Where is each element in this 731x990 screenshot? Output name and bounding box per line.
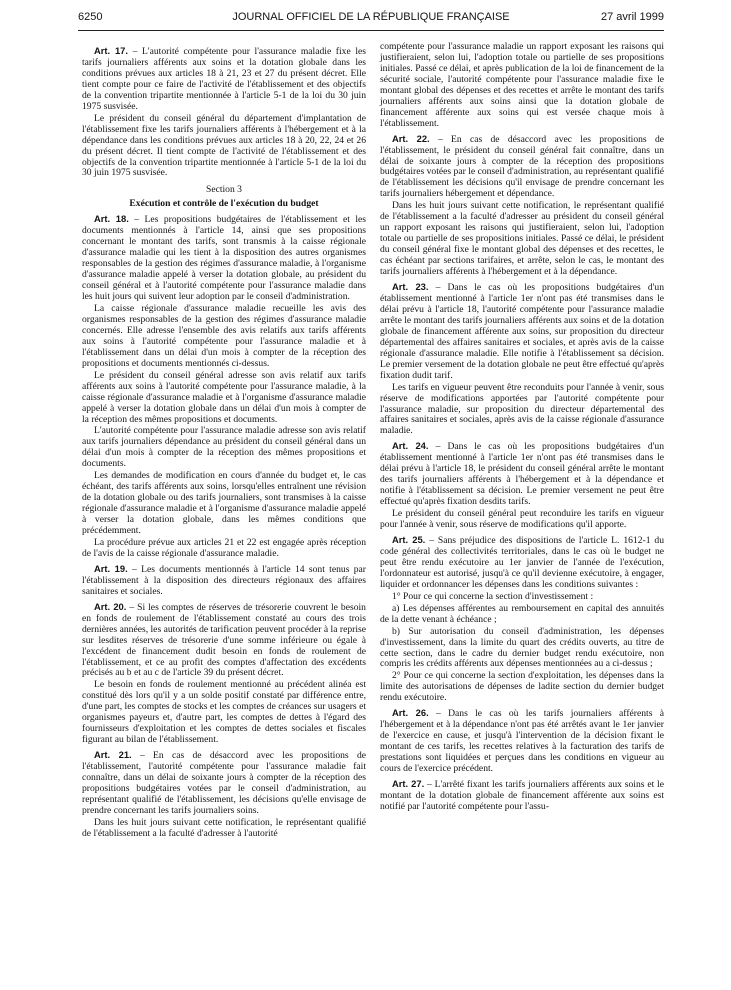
article-25 (380, 535, 664, 591)
article-label: Art. 22. (392, 132, 430, 144)
article-label: Art. 19. (94, 562, 128, 574)
article-23 (380, 282, 664, 382)
article-text: – L'autorité compétente pour l'assurance maladie fixe les tarifs journaliers afférents aux soins et la dotation globale dans les conditions prévues aux articles 18 à 21, 23 et 27 du présent décret. Elle tient compte pour ce faire de l'activité de l'établissement et des objectifs de la convention tripartite mentionnée à l'article 5-1 de la loi du 30 juin 1975 susvisée. (82, 46, 366, 112)
right-column (380, 42, 664, 814)
article-label: Art. 24. (392, 440, 429, 452)
article-20 (82, 602, 366, 680)
article-label: Art. 21. (94, 749, 132, 761)
article-text: – Les documents mentionnés à l'article 14 sont tenus par l'établissement à la disposition des directeurs régionaux des affaires sanitaires et sociales. (82, 563, 366, 597)
article-19 (82, 564, 366, 598)
page-header (78, 6, 664, 31)
paragraph: b) Sur autorisation du conseil d'administration, les dépenses d'investissement, dans la limite du quart des crédits ouverts, au titre de cette section, dans le cadre du dernier budget rendu exécutoire, non compris les crédits afférents aux dépenses mentionnées au a ci-dessus ; (380, 625, 664, 670)
paragraph: Le président du conseil général peut reconduire les tarifs en vigueur pour l'année à venir, sous réserve de modifications qu'il apporte. (380, 508, 664, 531)
article-22 (380, 134, 664, 201)
paragraph: La caisse régionale d'assurance maladie recueille les avis des organismes responsables de la gestion des régimes d'assurance maladie concernés. Elle adresse l'ensemble des avis relatifs aux tarifs afférents aux soins à l'autorité compétente pour l'assurance maladie et à l'établissement dans un délai d'un mois à compter de la réception des propositions et documents mentionnés ci-dessus. (82, 302, 366, 369)
article-26 (380, 708, 664, 775)
article-text: – En cas de désaccord avec les propositions de l'établissement, le président du conseil général fait connaître, dans un délai de soixante jours à compter de la réception des propositions budgétaires votées par le conseil d'administration, au représentant qualifié de l'établissement les décisions qu'il envisage de prendre concernant les tarifs journaliers hébergement et dépendance. (380, 133, 664, 200)
article-text: – Dans le cas où les propositions budgétaires d'un établissement mentionné à l'article 1er n'ont pas été transmises dans le délai prévu à l'article 18, l'autorité compétente pour l'assurance maladie arrête le montant des tarifs journaliers afférents aux soins et de la dotation globale de financement afférente aux soins, sur proposition du directeur départemental des affaires sanitaires et sociales, et après avis de la caisse régionale d'assurance maladie. Elle notifie à l'établissement sa décision. Le premier versement de la dotation globale ne peut être effectué qu'après fixation dudit tarif. (380, 282, 664, 381)
paragraph: Les demandes de modification en cours d'année du budget et, le cas échéant, des tarifs afférents aux soins, lorsqu'elles entraînent une révision de la dotation globale ou des tarifs journaliers, sont transmises à la caisse régionale d'assurance maladie et à l'organisme d'assurance maladie appelé à verser la dotation globale, dans les mêmes conditions que précédemment. (82, 470, 366, 537)
article-text: – Dans le cas où les tarifs journaliers afférents à l'hébergement et à la dépendance n'ont pas été arrêtés avant le 1er janvier de l'exercice en cause, et jusqu'à l'intervention de la décision fixant le montant de ces tarifs, les recettes relatives à la facturation des tarifs de prestations sont liquidées et perçues dans les conditions en vigueur au cours de l'exercice précédent. (380, 708, 664, 775)
paragraph: Le président du conseil général adresse son avis relatif aux tarifs afférents aux soins à l'autorité compétente pour l'assurance maladie, à la caisse régionale d'assurance maladie et à l'organisme d'assurance maladie appelé à verser la dotation globale dans un délai d'un mois à compter de la réception des mêmes propositions et documents. (82, 369, 366, 425)
paragraph: Le président du conseil général du département d'implantation de l'établissement fixe les tarifs journaliers afférents à l'hébergement et à la dépendance dans les conditions prévues aux articles 18 à 20, 22, 24 et 26 du présent décret. Il tient compte de l'activité de l'établissement et des objectifs de la convention tripartite mentionnée à l'article 5-1 de la loi du 30 juin 1975 susvisée. (82, 112, 366, 179)
paragraph: La procédure prévue aux articles 21 et 22 est engagée après réception de l'avis de la caisse régionale d'assurance maladie. (82, 536, 366, 559)
paragraph: a) Les dépenses afférentes au remboursement en capital des annuités de la dette venant à échéance ; (380, 602, 664, 625)
paragraph: Le besoin en fonds de roulement mentionné au précédent alinéa est constitué dès lors qu'il y a un solde positif constaté par différence entre, d'une part, les comptes de stocks et les comptes de créances sur usagers et organismes payeurs et, d'autre part, les comptes de dettes à l'égard des fournisseurs d'exploitation et les comptes de dettes sociales et fiscales figurant au bilan de l'établissement. (82, 679, 366, 746)
article-label: Art. 27. (392, 778, 425, 789)
article-label: Art. 20. (94, 600, 127, 612)
paragraph: 1° Pour ce qui concerne la section d'investissement : (392, 590, 594, 602)
article-18 (82, 214, 366, 303)
issue-date: 27 avril 1999 (601, 11, 664, 23)
journal-title: JOURNAL OFFICIEL DE LA RÉPUBLIQUE FRANÇAISE (232, 11, 510, 23)
paragraph: L'autorité compétente pour l'assurance maladie adresse son avis relatif aux tarifs journaliers dépendance au président du conseil général dans un délai d'un mois à compter de la réception des mêmes propositions et documents. (82, 425, 366, 470)
article-text: – Sans préjudice des dispositions de l'article L. 1612-1 du code général des collectivités territoriales, dans le cas où le budget ne peut être rendu exécutoire au 1er janvier de l'année de l'exécution, l'ordonnateur est autorisé, jusqu'à ce qu'il devienne exécutoire, à engager, liquider et ordonnancer les dépenses dans les conditions suivantes : (380, 534, 664, 590)
article-24 (380, 441, 664, 508)
article-label: Art. 26. (392, 707, 429, 719)
article-label: Art. 25. (392, 533, 426, 545)
article-text: – En cas de désaccord avec les propositions de l'établissement, l'autorité compétente pour l'assurance maladie fait connaître, dans un délai de soixante jours à compter de la réception des propositions budgétaires votées par le conseil d'administration, au représentant qualifié de l'établissement, les décisions qu'elle envisage de prendre concernant les tarifs journaliers soins. (82, 750, 366, 816)
article-27 (380, 779, 664, 813)
paragraph: Les tarifs en vigueur peuvent être reconduits pour l'année à venir, sous réserve de modifications apportées par l'autorité compétente pour l'assurance maladie, sur proposition du directeur départemental des affaires sanitaires et sociales, après avis de la caisse régionale d'assurance maladie. (380, 381, 664, 437)
left-column (82, 42, 366, 841)
page-number: 6250 (78, 11, 103, 23)
article-label: Art. 23. (392, 281, 429, 293)
section-title: Section 3 (206, 184, 242, 196)
article-text: – Les propositions budgétaires de l'établissement et les documents mentionnés à l'article 14, ainsi que ses propositions concernant le montant des tarifs, sont transmis à la caisse régionale d'assurance maladie qui les tient à la disposition des autres organismes responsables de la gestion des régimes d'assurance maladie, à l'organisme d'assurance maladie appelé à verser la dotation globale, au président du conseil général et à l'autorité compétente pour l'assurance maladie dans les huit jours qui suivent leur adoption par le conseil d'administration. (82, 214, 366, 303)
article-label: Art. 17. (94, 45, 128, 56)
article-17 (82, 46, 366, 113)
paragraph-continued: compétente pour l'assurance maladie un rapport exposant les raisons qui justifieraient, selon lui, l'adoption totale ou partielle de ses propositions initiales. Passé ce délai, et après publication de la loi de financement de la sécurité sociale, l'autorité compétente pour l'assurance maladie fixe le montant global des dépenses et des recettes et arrête le montant des tarifs journaliers afférents aux soins ainsi que la dotation globale de financement afférente aux soins qui est versée chaque mois à l'établissement. (380, 41, 664, 129)
article-text: – Dans le cas où les propositions budgétaires d'un établissement mentionné à l'article 1er n'ont pas été transmises dans le délai prévu à l'article 18, le président du conseil général arrête le montant des tarifs journaliers afférents à l'hébergement et à la dépendance et notifie à l'établissement sa décision. Le premier versement ne peut être effectué qu'après fixation desdits tarifs. (380, 441, 664, 508)
paragraph: Dans les huit jours suivant cette notification, le représentant qualifié de l'établissement a la faculté d'adresser à l'autorité (82, 816, 366, 839)
article-text: – Si les comptes de réserves de trésorerie couvrent le besoin en fonds de roulement de l'établissement constaté au cours des trois dernières années, les autorités de tarification peuvent procéder à la reprise sur lesdites réserves de trésorerie d'une somme inférieure ou égale à l'excédent de financement dudit besoin en fonds de roulement de l'établissement, et ce au profit des comptes d'affectation des excédents précisés au b et au c de l'article 39 du présent décret. (82, 601, 366, 679)
article-21 (82, 750, 366, 817)
section-subtitle: Exécution et contrôle de l'exécution du budget (129, 198, 319, 210)
paragraph: 2° Pour ce qui concerne la section d'exploitation, les dépenses dans la limite des autorisations de dépenses de ladite section du dernier budget rendu exécutoire. (380, 670, 664, 704)
paragraph: Dans les huit jours suivant cette notification, le représentant qualifié de l'établissement a la faculté d'adresser au président du conseil général un rapport exposant les raisons qui justifieraient, selon lui, l'adoption totale ou partielle de ses propositions initiales. Passé ce délai, le président du conseil général fixe le montant global des dépenses et des recettes, le cas échéant par sections tarifaires, et arrête, selon le cas, le montant des tarifs journaliers afférents à l'hébergement et à la dépendance. (380, 200, 664, 278)
article-label: Art. 18. (94, 213, 129, 225)
article-text: – L'arrêté fixant les tarifs journaliers afférents aux soins et le montant de la dotation globale de financement afférente aux soins est notifié par l'autorité compétente pour l'assu- (380, 779, 664, 812)
